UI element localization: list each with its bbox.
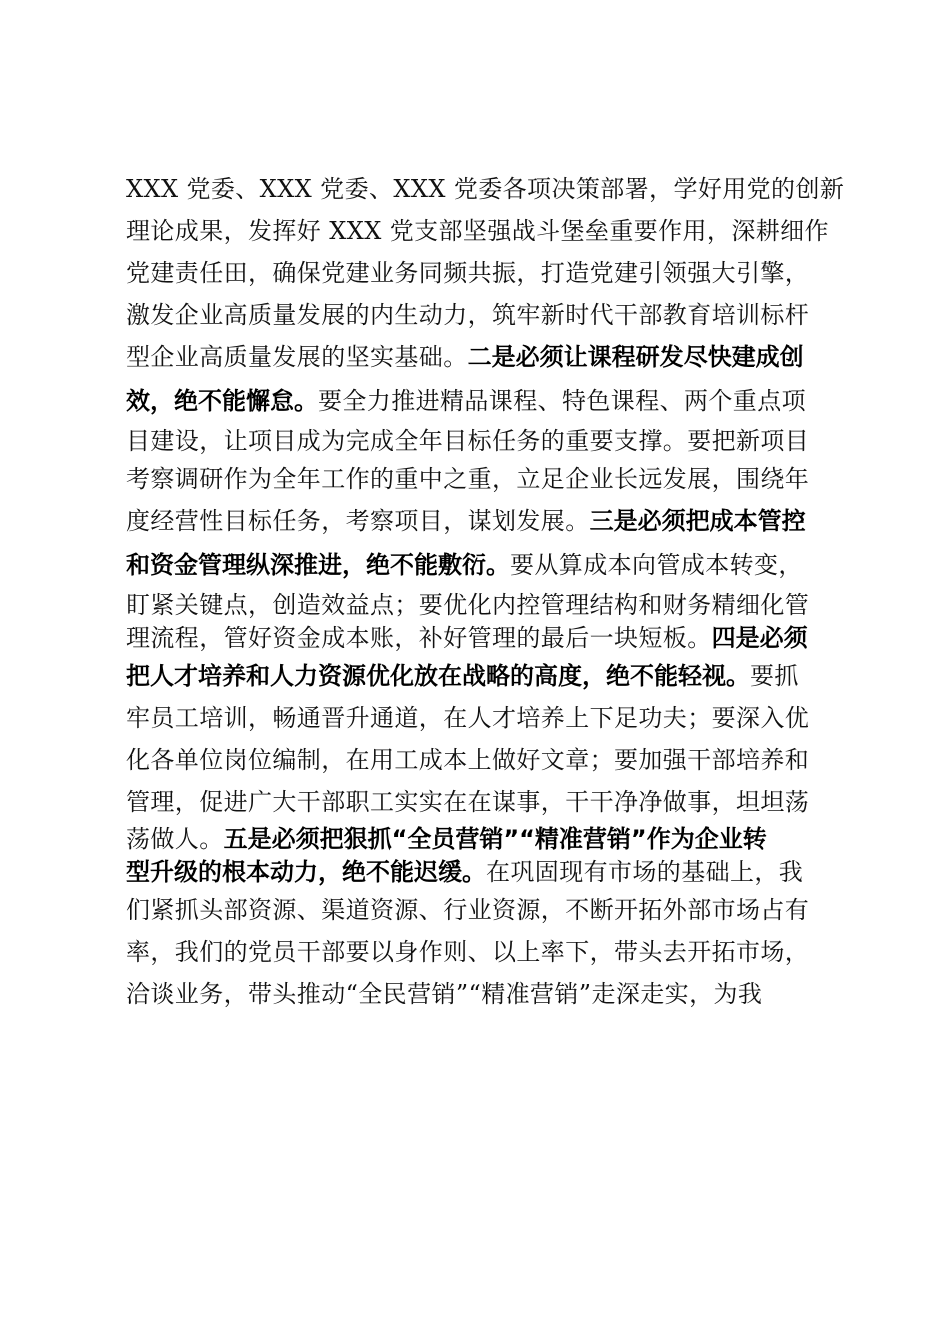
plain-text: 目建设，让项目成为完成全年目标任务的重要支撑。要把新项目 — [126, 427, 810, 455]
text-line — [126, 425, 836, 458]
plain-text: 型企业高质量发展的坚实基础。 — [126, 343, 468, 371]
text-line — [126, 336, 836, 378]
bold-heading-text: 二是必须让课程研发尽快建成创 — [467, 343, 804, 371]
text-line — [126, 697, 836, 739]
plain-text: 要从算成本向管成本转变， — [510, 551, 803, 579]
plain-text: 在巩固现有市场的基础上，我 — [486, 858, 804, 886]
plain-text: 理流程，管好资金成本账，补好管理的最后一块短板。 — [126, 624, 712, 652]
text-line — [126, 856, 836, 889]
body-paragraph — [126, 168, 845, 1015]
text-line — [126, 500, 836, 542]
text-line — [126, 931, 836, 973]
bold-heading-text: 效，绝不能懈怠。 — [126, 387, 318, 415]
text-line — [126, 739, 836, 781]
plain-text: 要抓 — [750, 662, 799, 690]
plain-text: 荡做人。 — [126, 825, 224, 853]
plain-text: 化各单位岗位编制，在用工成本上做好文章；要加强干部培养和 — [126, 746, 810, 774]
plain-text: 考察调研作为全年工作的重中之重，立足企业长远发展，围绕年 — [126, 465, 810, 493]
text-line — [126, 294, 836, 336]
text-line — [126, 378, 836, 425]
plain-text: XXX 党委、XXX 党委、XXX 党委各项决策部署，学好用党的创新 — [126, 175, 845, 203]
bold-heading-text: 和资金管理纵深推进，绝不能敷衍。 — [126, 551, 510, 579]
plain-text: 盯紧关键点，创造效益点；要优化内控管理结构和财务精细化管 — [126, 591, 810, 619]
bold-heading-text: 型升级的根本动力，绝不能迟缓。 — [126, 858, 486, 886]
text-line — [126, 252, 836, 294]
text-line — [126, 781, 836, 823]
plain-text: 们紧抓头部资源、渠道资源、行业资源，不断开拓外部市场占有 — [126, 896, 810, 924]
bold-heading-text: 三是必须把成本管控 — [589, 507, 806, 535]
plain-text: 激发企业高质量发展的内生动力，筑牢新时代干部教育培训标杆 — [126, 301, 810, 329]
bold-heading-text: 四是必须 — [711, 624, 808, 652]
text-line — [126, 210, 836, 252]
plain-text: 率，我们的党员干部要以身作则、以上率下，带头去开拓市场， — [126, 938, 810, 966]
text-line — [126, 542, 836, 589]
text-line — [126, 168, 845, 210]
text-line — [126, 889, 836, 931]
plain-text: 理论成果，发挥好 XXX 党支部坚强战斗堡垒重要作用，深耕细作 — [126, 217, 829, 245]
bold-heading-text: 五是必须把狠抓“全员营销”“精准营销”作为企业转 — [223, 825, 767, 853]
text-line — [126, 973, 836, 1015]
text-line — [126, 458, 836, 500]
plain-text: 要全力推进精品课程、特色课程、两个重点项 — [318, 387, 806, 415]
plain-text: 管理，促进广大干部职工实实在在谋事，干干净净做事，坦坦荡 — [126, 788, 810, 816]
text-line — [126, 622, 836, 655]
text-line — [126, 823, 836, 856]
bold-heading-text: 把人才培养和人力资源优化放在战略的高度，绝不能轻视。 — [126, 662, 750, 690]
plain-text: 洽谈业务，带头推动“全民营销”“精准营销”走深走实，为我 — [126, 980, 763, 1008]
plain-text: 牢员工培训，畅通晋升通道，在人才培养上下足功夫；要深入优 — [126, 704, 810, 732]
plain-text: 党建责任田，确保党建业务同频共振，打造党建引领强大引擎， — [126, 259, 810, 287]
text-line — [126, 589, 836, 622]
text-line — [126, 655, 836, 697]
plain-text: 度经营性目标任务，考察项目，谋划发展。 — [126, 507, 590, 535]
